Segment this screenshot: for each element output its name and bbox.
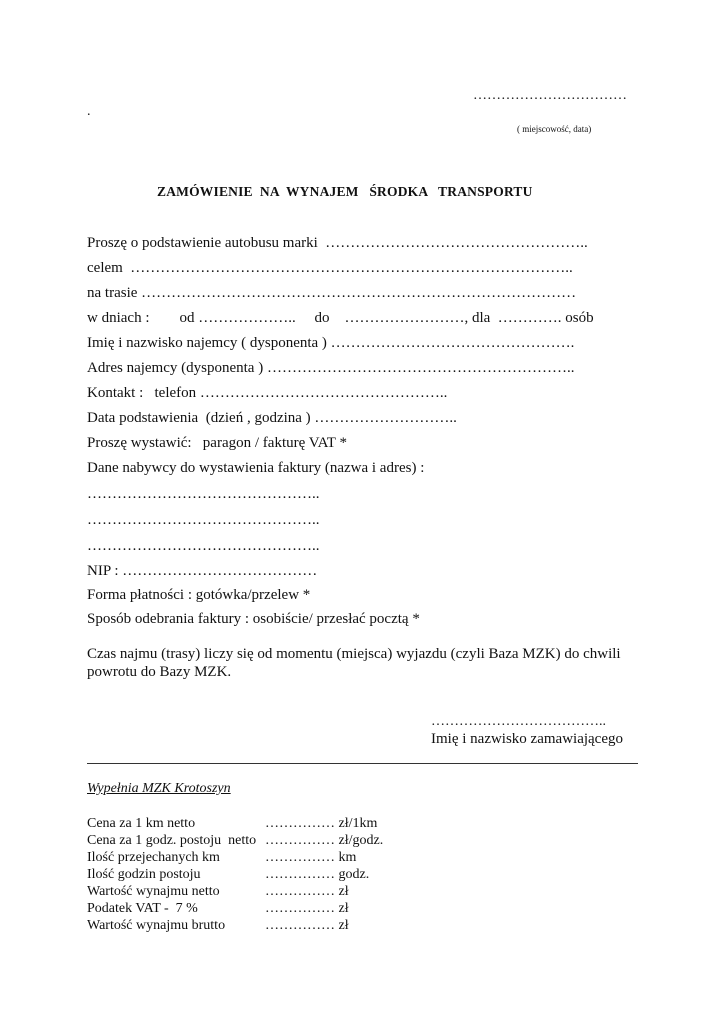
vat-label: Podatek VAT - 7 % <box>87 901 198 916</box>
form-line-contact-phone[interactable]: Kontakt : telefon ………………………………………….. <box>87 385 448 401</box>
price-per-hour-field[interactable]: …………… zł/godz. <box>265 833 384 848</box>
signature-field[interactable]: ……………………………….. <box>431 714 606 729</box>
vat-field[interactable]: …………… zł <box>265 901 349 916</box>
signature-caption: Imię i nazwisko zamawiającego <box>431 731 623 747</box>
form-line-pickup-datetime[interactable]: Data podstawienia (dzień , godzina ) ……………………….. <box>87 410 457 426</box>
form-line-renter-address[interactable]: Adres najemcy (dysponenta ) …………………………………………………….. <box>87 360 575 376</box>
form-line-payment-method[interactable]: Forma płatności : gotówka/przelew * <box>87 587 311 603</box>
section-divider <box>87 763 638 764</box>
net-value-label: Wartość wynajmu netto <box>87 884 220 899</box>
stray-dot: . <box>87 104 91 119</box>
rental-time-note-line2: powrotu do Bazy MZK. <box>87 664 232 680</box>
form-line-buyer-data-2[interactable]: ……………………………………….. <box>87 512 320 528</box>
km-driven-field[interactable]: …………… km <box>265 850 357 865</box>
form-line-bus-brand[interactable]: Proszę o podstawienie autobusu marki …………………………………………….. <box>87 235 588 251</box>
form-line-invoice-delivery[interactable]: Sposób odebrania faktury : osobiście/ przesłać pocztą * <box>87 611 420 627</box>
place-date-field[interactable]: …………………………… <box>473 88 627 103</box>
document-title: ZAMÓWIENIE NA WYNAJEM ŚRODKA TRANSPORTU <box>157 184 533 199</box>
standby-hours-field[interactable]: …………… godz. <box>265 867 370 882</box>
place-date-caption: ( miejscowość, data) <box>517 124 592 134</box>
form-line-buyer-data-3[interactable]: ……………………………………….. <box>87 538 320 554</box>
price-per-km-field[interactable]: …………… zł/1km <box>265 816 378 831</box>
form-line-document-type[interactable]: Proszę wystawić: paragon / fakturę VAT * <box>87 435 347 451</box>
gross-value-label: Wartość wynajmu brutto <box>87 918 226 933</box>
rental-time-note-line1: Czas najmu (trasy) liczy się od momentu (miejsca) wyjazdu (czyli Baza MZK) do chwili <box>87 646 621 662</box>
standby-hours-label: Ilość godzin postoju <box>87 867 201 882</box>
form-line-route[interactable]: na trasie …………………………………………………………………………… <box>87 285 577 301</box>
price-per-km-label: Cena za 1 km netto <box>87 816 196 831</box>
form-line-dates[interactable]: w dniach : od ……………….. do ……………………, dla …………. osób <box>87 310 594 326</box>
form-line-nip[interactable]: NIP : ………………………………… <box>87 563 318 579</box>
form-line-renter-name[interactable]: Imię i nazwisko najemcy ( dysponenta ) …………………………………………. <box>87 335 575 351</box>
price-per-hour-label: Cena za 1 godz. postoju netto <box>87 833 257 848</box>
gross-value-field[interactable]: …………… zł <box>265 918 349 933</box>
net-value-field[interactable]: …………… zł <box>265 884 349 899</box>
form-line-buyer-data-label: Dane nabywcy do wystawienia faktury (nazwa i adres) : <box>87 460 425 476</box>
km-driven-label: Ilość przejechanych km <box>87 850 220 865</box>
form-line-purpose[interactable]: celem …………………………………………………………………………….. <box>87 260 573 276</box>
form-line-buyer-data-1[interactable]: ……………………………………….. <box>87 486 320 502</box>
mzk-section-heading: Wypełnia MZK Krotoszyn <box>87 781 231 796</box>
